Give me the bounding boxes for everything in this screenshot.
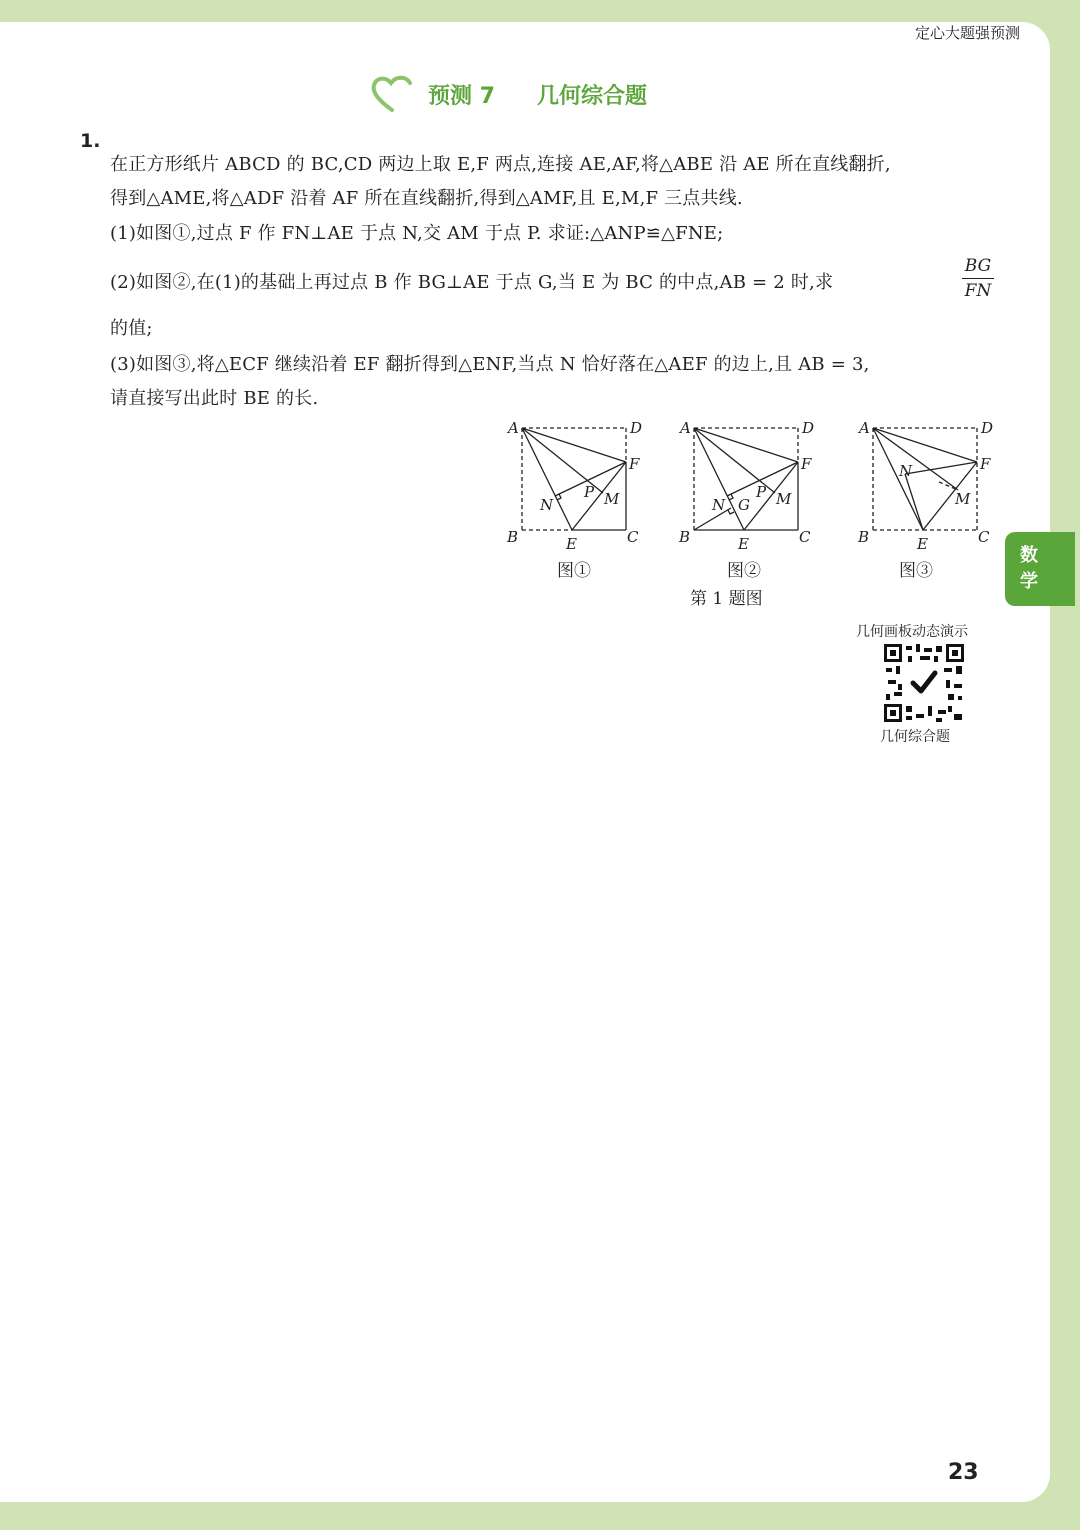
question-line-4: (2)如图②,在(1)的基础上再过点 B 作 BG⊥AE 于点 G,当 E 为 BC 的中点,AB = 2 时,求 xyxy=(110,272,834,293)
fig1-caption: 图① xyxy=(557,561,591,581)
subject-tab-char-1: 数 xyxy=(1020,545,1038,566)
running-header: 定心大题强预测 xyxy=(914,24,1020,42)
fraction-bg-fn xyxy=(962,256,994,301)
fig1-label-B: B xyxy=(507,528,519,546)
fig1-label-E: E xyxy=(566,535,577,553)
heart-icon xyxy=(370,74,414,114)
fig3-caption: 图③ xyxy=(899,561,933,581)
question-line-3: (1)如图①,过点 F 作 FN⊥AE 于点 N,交 AM 于点 P. 求证:△ANP≌△FNE; xyxy=(110,223,724,244)
fig2-label-N: N xyxy=(712,496,726,514)
fig2-label-C: C xyxy=(799,528,811,546)
fig1-label-A: A xyxy=(508,419,519,437)
figure-2 xyxy=(672,418,822,558)
fraction-denominator: FN xyxy=(964,281,992,301)
question-line-5: 的值; xyxy=(110,318,153,339)
section-title xyxy=(370,72,647,116)
question-line-1: 在正方形纸片 ABCD 的 BC,CD 两边上取 E,F 两点,连接 AE,AF,将△ABE 沿 AE 所在直线翻折, xyxy=(110,154,891,175)
fig2-label-A: A xyxy=(680,419,691,437)
figure-1 xyxy=(500,418,650,558)
section-name: 几何综合题 xyxy=(536,83,647,109)
fig3-label-M: M xyxy=(955,490,971,508)
fig1-label-N: N xyxy=(540,496,554,514)
fig3-label-N: N xyxy=(899,462,913,480)
fig2-label-M: M xyxy=(776,490,792,508)
fig1-label-F: F xyxy=(629,455,640,473)
fig3-label-B: B xyxy=(858,528,870,546)
figure-3 xyxy=(851,418,1001,558)
question-line-2: 得到△AME,将△ADF 沿着 AF 所在直线翻折,得到△AMF,且 E,M,F 三点共线. xyxy=(110,188,743,209)
fig3-label-D: D xyxy=(981,419,994,437)
qr-top-text: 几何画板动态演示 xyxy=(856,624,968,640)
fig3-label-C: C xyxy=(978,528,990,546)
subject-tab xyxy=(1005,532,1075,606)
page-number: 23 xyxy=(948,1460,979,1485)
fig2-label-B: B xyxy=(679,528,691,546)
fig2-label-G: G xyxy=(738,496,750,514)
fig2-label-D: D xyxy=(802,419,815,437)
fraction-numerator: BG xyxy=(962,256,994,279)
fig1-label-M: M xyxy=(604,490,620,508)
question-line-6: (3)如图③,将△ECF 继续沿着 EF 翻折得到△ENF,当点 N 恰好落在△AEF 的边上,且 AB = 3, xyxy=(110,354,870,375)
fig2-label-F: F xyxy=(801,455,812,473)
fig2-label-E: E xyxy=(738,535,749,553)
question-line-7: 请直接写出此时 BE 的长. xyxy=(110,388,319,409)
figure-group-label: 第 1 题图 xyxy=(690,589,763,609)
qr-bottom-text: 几何综合题 xyxy=(880,729,950,745)
fig3-label-A: A xyxy=(859,419,870,437)
fig3-label-E: E xyxy=(917,535,928,553)
qr-code-icon[interactable] xyxy=(884,644,964,722)
fig3-label-F: F xyxy=(980,455,991,473)
question-number: 1. xyxy=(80,130,101,152)
subject-tab-char-2: 学 xyxy=(1020,571,1038,592)
fig1-label-D: D xyxy=(630,419,643,437)
fig1-label-P: P xyxy=(584,483,595,501)
fig2-caption: 图② xyxy=(727,561,761,581)
fig2-label-P: P xyxy=(756,483,767,501)
section-label: 预测 7 xyxy=(428,83,495,109)
fig1-label-C: C xyxy=(627,528,639,546)
